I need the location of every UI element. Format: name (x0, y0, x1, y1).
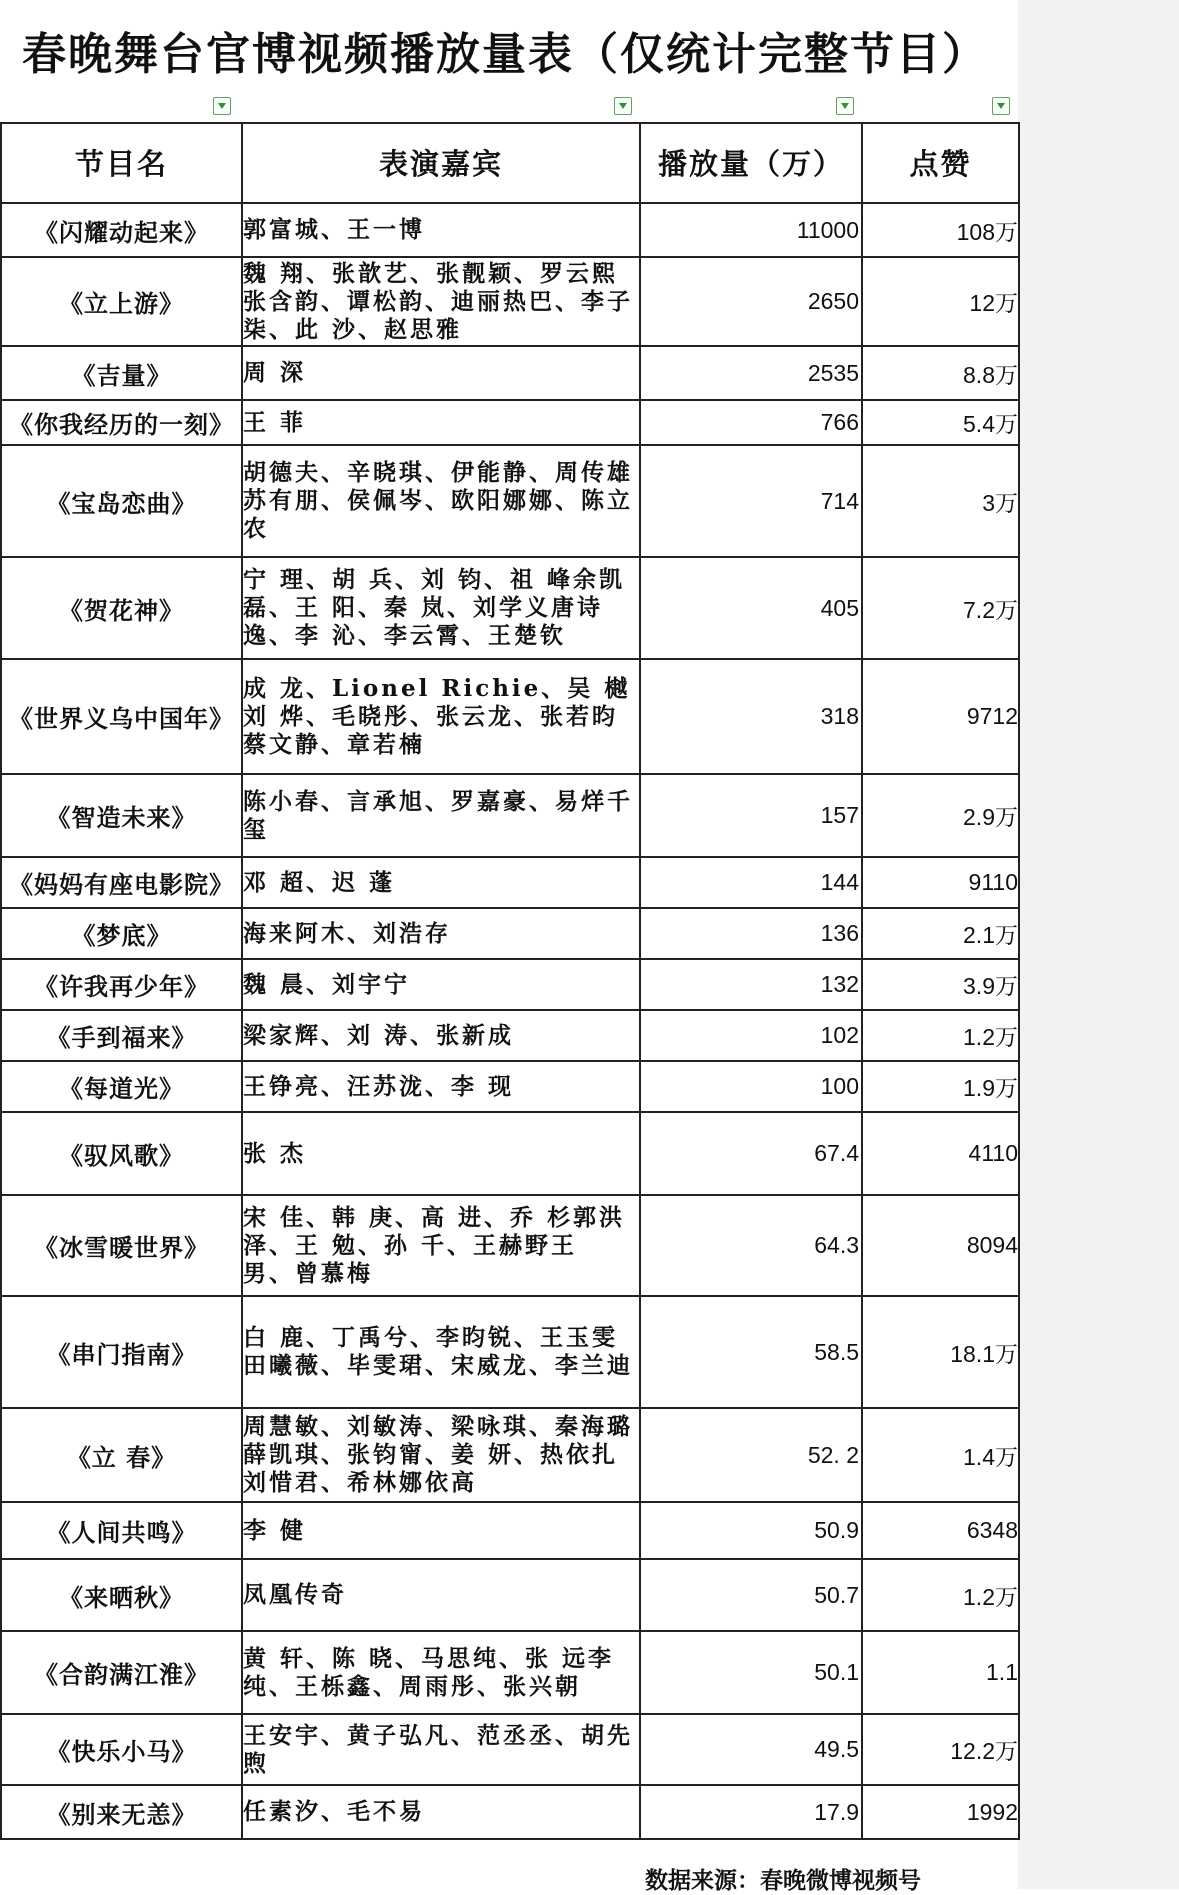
likes-cell[interactable]: 12万 (862, 257, 1019, 346)
likes-cell[interactable]: 9110 (862, 857, 1019, 908)
likes-cell[interactable]: 2.1万 (862, 908, 1019, 959)
performers-cell[interactable]: 宁 理、胡 兵、刘 钧、祖 峰余凯磊、王 阳、秦 岚、刘学义唐诗逸、李 沁、李云霄、王楚钦 (242, 557, 640, 659)
header-likes[interactable]: 点赞 (862, 122, 1019, 203)
table-row (1, 346, 1019, 400)
views-cell[interactable]: 11000 (640, 203, 862, 257)
views-cell[interactable]: 50.7 (640, 1559, 862, 1631)
likes-cell[interactable]: 1.9万 (862, 1061, 1019, 1112)
views-cell[interactable]: 132 (640, 959, 862, 1010)
likes-cell[interactable]: 108万 (862, 203, 1019, 257)
performers-cell[interactable]: 成 龙、Lionel Richie、吴 樾刘 烨、毛晓彤、张云龙、张若昀蔡文静、章若楠 (242, 659, 640, 774)
filter-dropdown-icon[interactable] (213, 97, 231, 115)
views-cell[interactable]: 52. 2 (640, 1408, 862, 1502)
performers-cell[interactable]: 郭富城、王一博 (242, 203, 640, 257)
performers-cell[interactable]: 梁家辉、刘 涛、张新成 (242, 1010, 640, 1061)
performers-cell[interactable]: 魏 翔、张歆艺、张靓颖、罗云熙张含韵、谭松韵、迪丽热巴、李子柒、此 沙、赵思雅 (242, 257, 640, 346)
performers-cell[interactable]: 王铮亮、汪苏泷、李 现 (242, 1061, 640, 1112)
filter-dropdown-icon[interactable] (614, 97, 632, 115)
table-row (1, 1408, 1019, 1502)
views-cell[interactable]: 766 (640, 400, 862, 445)
table-row (1, 1296, 1019, 1408)
likes-cell[interactable]: 6348 (862, 1502, 1019, 1559)
views-cell[interactable]: 144 (640, 857, 862, 908)
filter-dropdown-icon[interactable] (992, 97, 1010, 115)
program-name-cell[interactable]: 《来晒秋》 (1, 1559, 242, 1631)
table-row (1, 1502, 1019, 1559)
performers-cell[interactable]: 白 鹿、丁禹兮、李昀锐、王玉雯田曦薇、毕雯珺、宋威龙、李兰迪 (242, 1296, 640, 1408)
table-row (1, 774, 1019, 857)
table-row (1, 1631, 1019, 1714)
program-name-cell[interactable]: 《合韵满江淮》 (1, 1631, 242, 1714)
table-row (1, 1785, 1019, 1839)
table-row (1, 203, 1019, 257)
views-cell[interactable]: 157 (640, 774, 862, 857)
performers-cell[interactable]: 黄 轩、陈 晓、马思纯、张 远李 纯、王栎鑫、周雨彤、张兴朝 (242, 1631, 640, 1714)
views-cell[interactable]: 67.4 (640, 1112, 862, 1195)
program-name-cell[interactable]: 《妈妈有座电影院》 (1, 857, 242, 908)
program-name-cell[interactable]: 《快乐小马》 (1, 1714, 242, 1785)
views-cell[interactable]: 50.1 (640, 1631, 862, 1714)
program-name-cell[interactable]: 《梦底》 (1, 908, 242, 959)
program-name-cell[interactable]: 《世界义乌中国年》 (1, 659, 242, 774)
likes-cell[interactable]: 1.4万 (862, 1408, 1019, 1502)
program-name-cell[interactable]: 《串门指南》 (1, 1296, 242, 1408)
performers-cell[interactable]: 陈小春、言承旭、罗嘉豪、易烊千玺 (242, 774, 640, 857)
likes-cell[interactable]: 1992 (862, 1785, 1019, 1839)
table-row (1, 1010, 1019, 1061)
performers-cell[interactable]: 王安宇、黄子弘凡、范丞丞、胡先煦 (242, 1714, 640, 1785)
table-row (1, 1061, 1019, 1112)
performers-cell[interactable]: 任素汐、毛不易 (242, 1785, 640, 1839)
table-row (1, 857, 1019, 908)
table-row (1, 908, 1019, 959)
program-name-cell[interactable]: 《别来无恙》 (1, 1785, 242, 1839)
header-row (1, 122, 1019, 203)
header-program-name[interactable]: 节目名 (1, 122, 242, 203)
data-source-note: 数据来源：春晚微博视频号 (645, 1867, 921, 1894)
views-cell[interactable]: 100 (640, 1061, 862, 1112)
program-name-cell[interactable]: 《手到福来》 (1, 1010, 242, 1061)
performers-cell[interactable]: 魏 晨、刘宇宁 (242, 959, 640, 1010)
likes-cell[interactable]: 2.9万 (862, 774, 1019, 857)
views-cell[interactable]: 50.9 (640, 1502, 862, 1559)
table-row (1, 1559, 1019, 1631)
header-performers[interactable]: 表演嘉宾 (242, 122, 640, 203)
likes-cell[interactable]: 7.2万 (862, 557, 1019, 659)
empty-sheet-area (1018, 0, 1179, 1889)
header-views[interactable]: 播放量（万） (640, 122, 862, 203)
likes-cell[interactable]: 1.2万 (862, 1559, 1019, 1631)
program-name-cell[interactable]: 《宝岛恋曲》 (1, 445, 242, 557)
program-name-cell[interactable]: 《人间共鸣》 (1, 1502, 242, 1559)
data-table (0, 122, 1020, 1840)
program-name-cell[interactable]: 《冰雪暖世界》 (1, 1195, 242, 1296)
views-cell[interactable]: 405 (640, 557, 862, 659)
views-cell[interactable]: 136 (640, 908, 862, 959)
program-name-cell[interactable]: 《许我再少年》 (1, 959, 242, 1010)
performers-cell[interactable]: 周 深 (242, 346, 640, 400)
likes-cell[interactable]: 5.4万 (862, 400, 1019, 445)
program-name-cell[interactable]: 《你我经历的一刻》 (1, 400, 242, 445)
table-row (1, 257, 1019, 346)
views-cell[interactable]: 2535 (640, 346, 862, 400)
views-cell[interactable]: 714 (640, 445, 862, 557)
likes-cell[interactable]: 8094 (862, 1195, 1019, 1296)
views-cell[interactable]: 102 (640, 1010, 862, 1061)
likes-cell[interactable]: 3.9万 (862, 959, 1019, 1010)
filter-dropdown-icon[interactable] (836, 97, 854, 115)
views-cell[interactable]: 49.5 (640, 1714, 862, 1785)
views-cell[interactable]: 2650 (640, 257, 862, 346)
likes-cell[interactable]: 1.2万 (862, 1010, 1019, 1061)
performers-cell[interactable]: 邓 超、迟 蓬 (242, 857, 640, 908)
likes-cell[interactable]: 4110 (862, 1112, 1019, 1195)
views-cell[interactable]: 64.3 (640, 1195, 862, 1296)
program-name-cell[interactable]: 《立上游》 (1, 257, 242, 346)
performers-cell[interactable]: 凤凰传奇 (242, 1559, 640, 1631)
table-row (1, 445, 1019, 557)
sheet-title: 春晚舞台官博视频播放量表（仅统计完整节目） (22, 29, 988, 80)
program-name-cell[interactable]: 《驭风歌》 (1, 1112, 242, 1195)
likes-cell[interactable]: 18.1万 (862, 1296, 1019, 1408)
title-row (0, 0, 1018, 124)
views-cell[interactable]: 318 (640, 659, 862, 774)
performers-cell[interactable]: 张 杰 (242, 1112, 640, 1195)
likes-cell[interactable]: 9712 (862, 659, 1019, 774)
program-name-cell[interactable]: 《吉量》 (1, 346, 242, 400)
performers-cell[interactable]: 海来阿木、刘浩存 (242, 908, 640, 959)
likes-cell[interactable]: 12.2万 (862, 1714, 1019, 1785)
performers-cell[interactable]: 李 健 (242, 1502, 640, 1559)
table-row (1, 659, 1019, 774)
performers-cell[interactable]: 周慧敏、刘敏涛、梁咏琪、秦海璐薛凯琪、张钧甯、姜 妍、热依扎刘惜君、希林娜依高 (242, 1408, 640, 1502)
table-row (1, 1195, 1019, 1296)
performers-cell[interactable]: 宋 佳、韩 庚、高 进、乔 杉郭洪泽、王 勉、孙 千、王赫野王 男、曾慕梅 (242, 1195, 640, 1296)
likes-cell[interactable]: 8.8万 (862, 346, 1019, 400)
likes-cell[interactable]: 1.1 (862, 1631, 1019, 1714)
table-row (1, 959, 1019, 1010)
views-cell[interactable]: 17.9 (640, 1785, 862, 1839)
program-name-cell[interactable]: 《立 春》 (1, 1408, 242, 1502)
views-cell[interactable]: 58.5 (640, 1296, 862, 1408)
program-name-cell[interactable]: 《闪耀动起来》 (1, 203, 242, 257)
performers-cell[interactable]: 胡德夫、辛晓琪、伊能静、周传雄苏有朋、侯佩岑、欧阳娜娜、陈立农 (242, 445, 640, 557)
table-row (1, 1714, 1019, 1785)
performers-cell[interactable]: 王 菲 (242, 400, 640, 445)
table-row (1, 557, 1019, 659)
table-row (1, 1112, 1019, 1195)
program-name-cell[interactable]: 《每道光》 (1, 1061, 242, 1112)
table-row (1, 400, 1019, 445)
program-name-cell[interactable]: 《智造未来》 (1, 774, 242, 857)
program-name-cell[interactable]: 《贺花神》 (1, 557, 242, 659)
likes-cell[interactable]: 3万 (862, 445, 1019, 557)
